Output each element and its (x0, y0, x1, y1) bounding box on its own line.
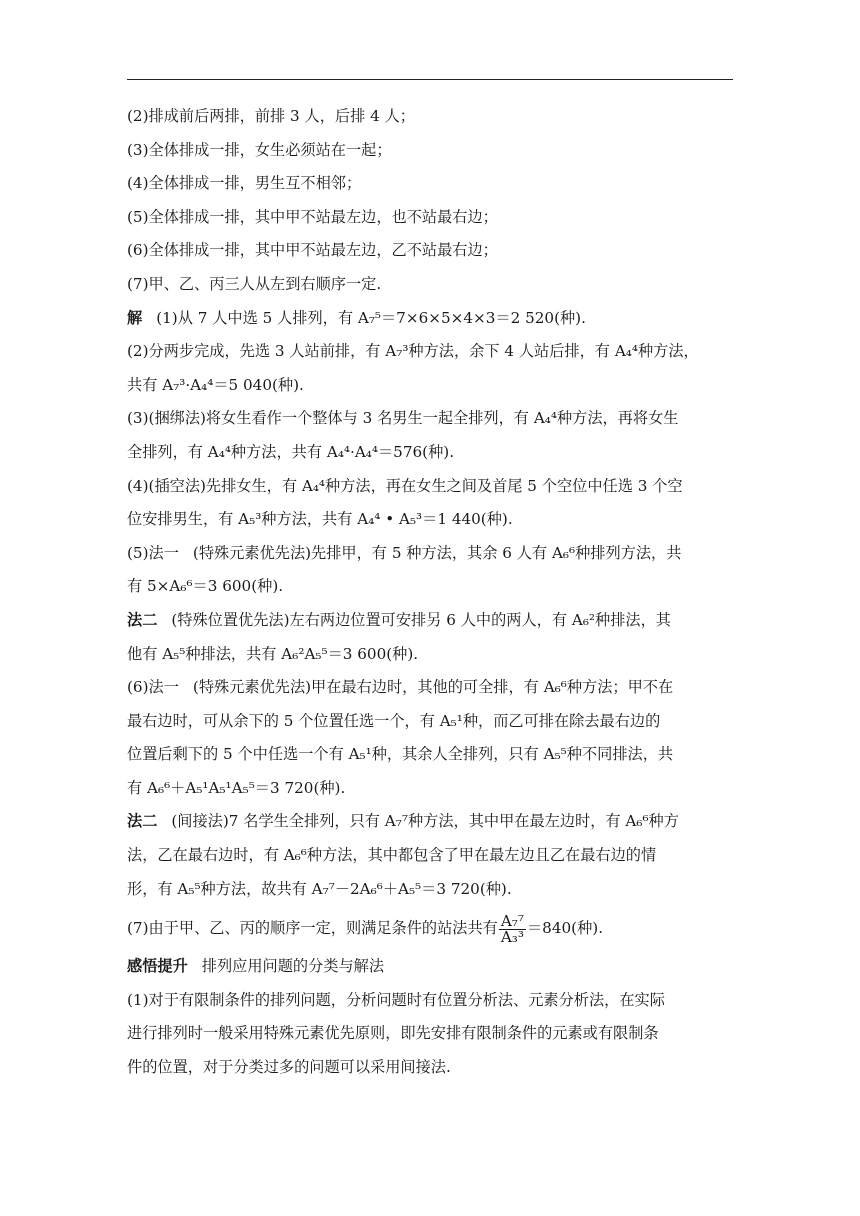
method-text: (间接法)7 名学生全排列，只有 A₇⁷种方法，其中甲在最左边时，有 A₆⁶种方 (171, 812, 679, 831)
solution-5-method-1-line-1 (127, 537, 735, 571)
question-5: (5)全体排成一排，其中甲不站最左边，也不站最右边； (127, 207, 498, 226)
document-body (127, 100, 735, 1085)
solution-6-method-1-line-4: 有 A₆⁶＋A₅¹A₅¹A₅⁵＝3 720(种). (127, 778, 346, 797)
solution-7-prefix: (7)由于甲、乙、丙的顺序一定，则满足条件的站法共有 (127, 919, 498, 938)
method-label: (5)法一 (127, 543, 179, 562)
question-6: (6)全体排成一排，其中甲不站最左边，乙不站最右边； (127, 241, 498, 260)
solution-6-method-1-line-3: 位置后剩下的 5 个中任选一个有 A₅¹种，其余人全排列，只有 A₅⁵种不同排法，共 (127, 745, 674, 764)
solution-6-method-1-line-1 (127, 671, 735, 705)
solution-6-method-1-line-2: 最右边时，可从余下的 5 个位置任选一个，有 A₅¹种，而乙可排在除去最右边的 (127, 711, 661, 730)
solution-6-method-2-line-1 (127, 805, 735, 839)
header-rule (127, 79, 733, 80)
solution-1 (127, 302, 735, 336)
insight-line-2: 进行排列时一般采用特殊元素优先原则，即先安排有限制条件的元素或有限制条 (127, 1024, 659, 1043)
question-4: (4)全体排成一排，男生互不相邻； (127, 174, 362, 193)
solution-2-line-1: (2)分两步完成，先选 3 人站前排，有 A₇³种方法，余下 4 人站后排，有 A₄⁴种方法， (127, 342, 699, 361)
method-label: 法二 (127, 610, 158, 629)
method-text: (特殊元素优先法)甲在最右边时，其他的可全排，有 A₆⁶种方法；甲不在 (192, 678, 674, 697)
method-label: 法二 (127, 812, 158, 831)
solution-1-text: (1)从 7 人中选 5 人排列，有 A₇⁵＝7×6×5×4×3＝2 520(种). (156, 308, 586, 327)
solution-label: 解 (127, 308, 143, 327)
solution-6-method-2-line-3: 形，有 A₅⁵种方法，故共有 A₇⁷－2A₆⁶＋A₅⁵＝3 720(种). (127, 879, 512, 898)
question-3: (3)全体排成一排，女生必须站在一起； (127, 140, 392, 159)
insight-line-3: 件的位置，对于分类过多的问题可以采用间接法. (127, 1058, 451, 1077)
solution-5-method-2-line-2: 他有 A₅⁵种排法，共有 A₆²A₅⁵＝3 600(种). (127, 644, 419, 663)
insight-title: 排列应用问题的分类与解法 (201, 957, 384, 976)
solution-2-line-2: 共有 A₇³·A₄⁴＝5 040(种). (127, 375, 304, 394)
solution-5-method-1-line-2: 有 5×A₆⁶＝3 600(种). (127, 577, 284, 596)
solution-7-suffix: ＝840(种). (526, 919, 604, 938)
solution-3-line-2: 全排列，有 A₄⁴种方法，共有 A₄⁴·A₄⁴＝576(种). (127, 442, 455, 461)
solution-3-line-1: (3)(捆绑法)将女生看作一个整体与 3 名男生一起全排列，有 A₄⁴种方法，再将女生 (127, 409, 679, 428)
insight-line-1: (1)对于有限制条件的排列问题，分析问题时有位置分析法、元素分析法，在实际 (127, 990, 665, 1009)
solution-6-method-2-line-2: 法，乙在最右边时，有 A₆⁶种方法，其中都包含了甲在最左边且乙在最右边的情 (127, 846, 657, 865)
fraction-denominator: A₃³ (500, 927, 524, 946)
solution-4-line-2: 位安排男生，有 A₅³种方法，共有 A₄⁴ • A₅³＝1 440(种). (127, 510, 513, 529)
method-label: (6)法一 (127, 678, 179, 697)
question-2: (2)排成前后两排，前排 3 人，后排 4 人； (127, 107, 415, 125)
method-text: (特殊位置优先法)左右两边位置可安排另 6 人中的两人，有 A₆²种排法，其 (171, 610, 671, 629)
insight-heading (127, 950, 735, 984)
solution-5-method-2-line-1 (127, 604, 735, 638)
fraction (499, 911, 526, 946)
question-7: (7)甲、乙、丙三人从左到右顺序一定. (127, 274, 382, 293)
solution-7 (127, 906, 735, 950)
fraction-numerator: A₇⁷ (500, 911, 524, 930)
insight-label: 感悟提升 (127, 957, 188, 976)
solution-4-line-1: (4)(插空法)先排女生，有 A₄⁴种方法，再在女生之间及首尾 5 个空位中任选 3 个空 (127, 476, 683, 495)
method-text: (特殊元素优先法)先排甲，有 5 种方法，其余 6 人有 A₆⁶种排列方法，共 (192, 543, 682, 562)
